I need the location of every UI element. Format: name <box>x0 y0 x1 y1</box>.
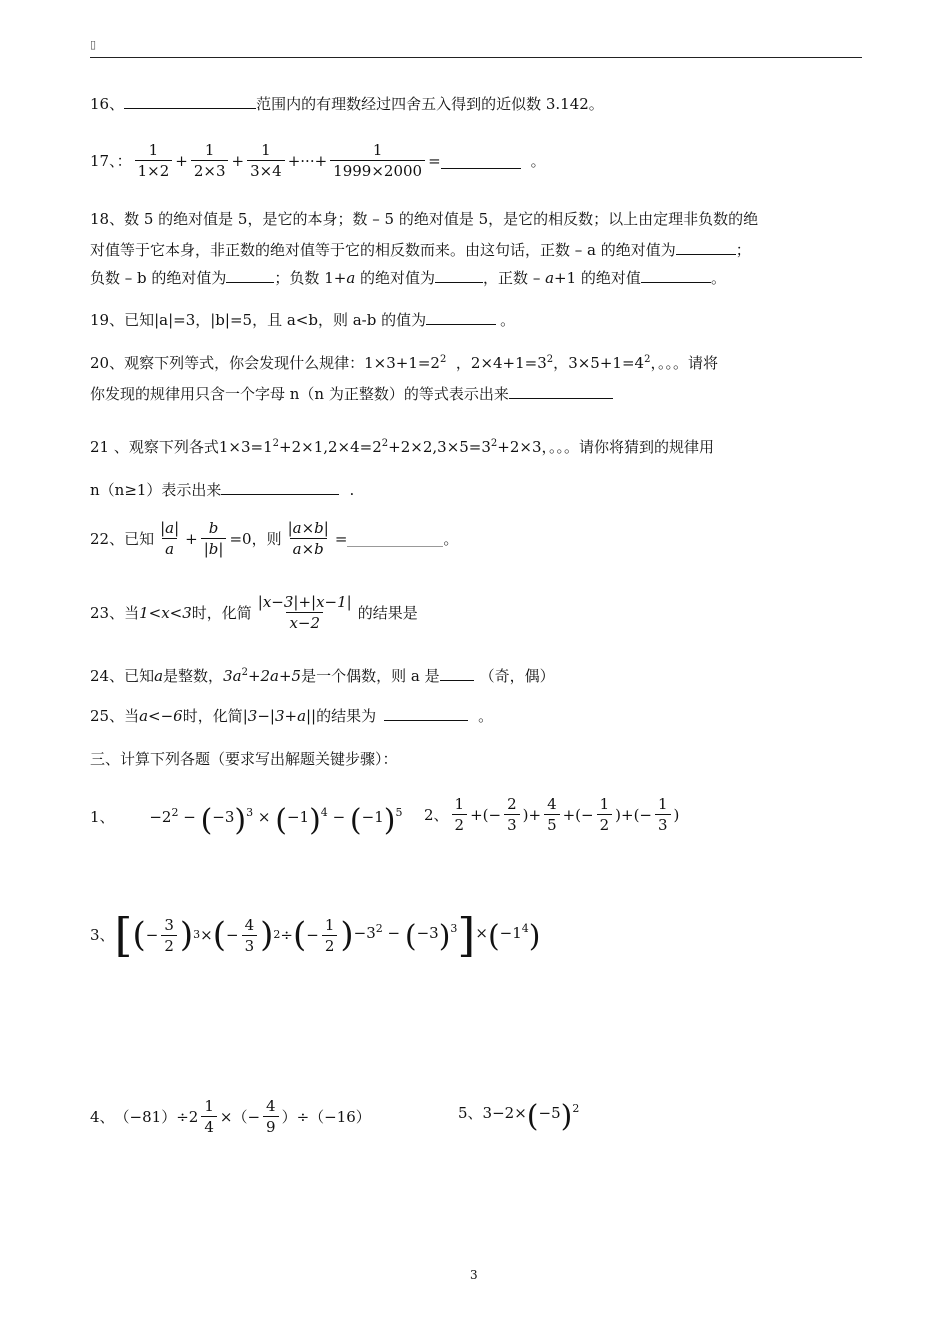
fraction-4: $\frac{1}{1999\times 2000}$ <box>330 140 425 181</box>
question-22: 22、已知 $\frac{|a|}{a}$ + $\frac{b}{|b|}$ =0，则 $\frac{|a\times b|}{a\times b}$ = 。 <box>90 519 459 558</box>
fraction-expression: $\frac{|x-3|+|x-1|}{x-2}$ <box>257 593 352 632</box>
question-18-line-1: 18、数 5 的绝对值是 5，是它的本身；数 – 5 的绝对值是 5，是它的相反数；以上由定理非负数的绝 <box>90 210 759 228</box>
question-number: 16、 <box>90 95 125 113</box>
question-18-line-2: 对值等于它本身，非正数的绝对值等于它的相反数而来。由这句话，正数 – a 的绝对值为 ； <box>90 238 751 261</box>
question-20-line-1: 20、观察下列等式，你会发现什么规律：$1\times 3+1=2^2$ ，$2\times 4+1=3^2$，$3\times 5+1=4^2$，。。。请将 <box>90 354 718 372</box>
problem-4: 4、 （−81）÷2 $\frac{1}{4}$ ×（− $\frac{4}{9}$ ）÷（−16） <box>90 1097 371 1136</box>
period: 。 <box>530 151 546 170</box>
mixed-fraction: $\frac{1}{4}$ <box>201 1096 217 1137</box>
answer-blank[interactable] <box>676 238 736 255</box>
answer-blank[interactable] <box>347 530 443 547</box>
question-16 <box>90 92 604 115</box>
question-21-line-1: 21 、观察下列各式$1\times 3=1^2+2\times 1,2\times 4=2^2+2\times 2,3\times 5=3^2+2\times 3$，。。。请你将猜到的规律用 <box>90 438 715 456</box>
question-23: 23、当 1<x<3 时，化简 $\frac{|x-3|+|x-1|}{x-2}$ 的结果是 <box>90 593 418 632</box>
fraction-2: $\frac{1}{2\times 3}$ <box>191 140 229 181</box>
ellipsis: +···+ <box>287 151 328 170</box>
fraction-1: $\frac{1}{1\times 2}$ <box>135 140 173 181</box>
page-number: 3 <box>470 1268 478 1282</box>
question-17: 17、： $\frac{1}{1\times 2}$ + $\frac{1}{2\times 3}$ + $\frac{1}{3\times 4}$ +···+ $\frac{1}{1999\times 2000}$ = 。 <box>90 141 546 180</box>
answer-blank[interactable] <box>440 664 474 681</box>
answer-blank[interactable] <box>221 478 339 495</box>
fraction-b: $\frac{b}{|b|}$ <box>201 518 227 559</box>
question-24: 24、已知a是整数，$3a^2+2a+5$是一个偶数，则 a 是 （奇，偶） <box>90 664 555 687</box>
answer-blank[interactable] <box>509 382 613 399</box>
problem-1: 1、 $-2^2 - (-3)^3 \times (-1)^4 - (-1)^5$ <box>90 803 403 838</box>
answer-blank[interactable] <box>435 266 483 283</box>
answer-blank[interactable] <box>441 152 521 169</box>
question-text: 范围内的有理数经过四舍五入得到的近似数 3.142。 <box>256 95 604 113</box>
problem-5: 5、$3-2\times(-5)^2$ <box>458 1099 580 1134</box>
problem-2: 2、 $\frac{1}{2}$ +(− $\frac{2}{3}$ )+ $\frac{4}{5}$ +(− $\frac{1}{2}$ )+(− $\frac{1}{3}$ ) <box>424 795 680 834</box>
header-mark: ▯ <box>90 38 97 51</box>
question-25: 25、当a<−6时，化简|3−|3+a||的结果为 。 <box>90 704 493 727</box>
header-rule <box>90 57 862 58</box>
question-21-line-2: n（n≥1）表示出来 . <box>90 478 354 501</box>
question-18-line-3: 负数 – b 的绝对值为 ；负数 1+a 的绝对值为 ，正数 – a+1 的绝对值 。 <box>90 266 726 289</box>
answer-blank[interactable] <box>124 92 256 109</box>
answer-blank[interactable] <box>226 266 274 283</box>
problem-3: 3、 [ ( − $\frac{3}{2}$ ) 3 × ( − $\frac{4}{3}$ ) 2 ÷ ( − $\frac{1}{2}$ ) $-3^2 - (-3)^3$ ] $\times(-1^4)$ <box>90 908 541 962</box>
question-20-line-2: 你发现的规律用只含一个字母 n（n 为正整数）的等式表示出来 <box>90 382 613 405</box>
section-3-title: 三、计算下列各题（要求写出解题关键步骤）： <box>90 750 398 768</box>
question-19: 19、已知|a|=3，|b|=5，且 a<b，则 a-b 的值为 。 <box>90 308 515 331</box>
question-number: 17、： <box>90 151 132 170</box>
fraction-abs-a: $\frac{|a|}{a}$ <box>160 519 180 558</box>
answer-blank[interactable] <box>426 308 496 325</box>
fraction: $\frac{4}{9}$ <box>263 1096 279 1137</box>
equals: = <box>428 151 441 170</box>
answer-blank[interactable] <box>641 266 711 283</box>
fraction-3: $\frac{1}{3\times 4}$ <box>247 140 285 181</box>
fraction-ab: $\frac{|a\times b|}{a\times b}$ <box>287 519 329 558</box>
answer-blank[interactable] <box>384 704 468 721</box>
